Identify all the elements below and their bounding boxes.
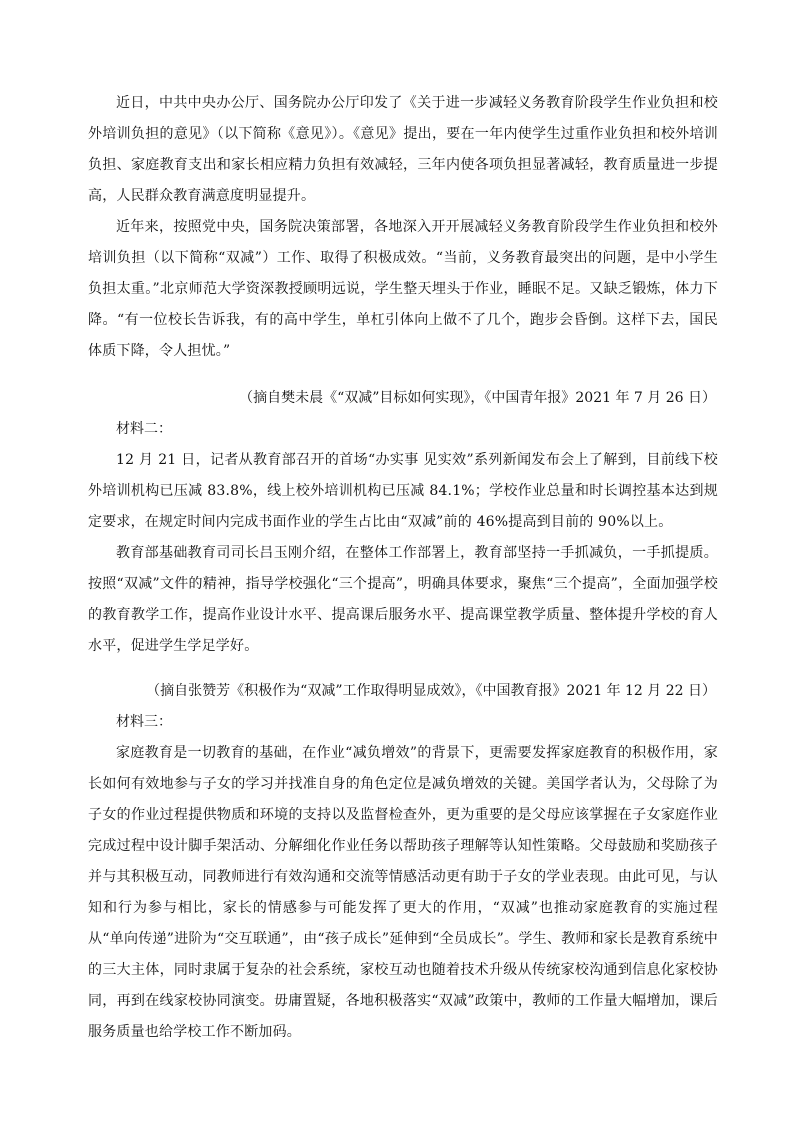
- material1-paragraph-2: 近年来，按照党中央，国务院决策部署，各地深入开开展减轻义务教育阶段学生作业负担和校外培训负担（以下简称“双减”）工作、取得了积极成效。“当前，义务教育最突出的问题，是中小学生负担太重。”北京师范大学资深教授顾明远说，学生整天埋头于作业，睡眠不足。又缺乏锻炼，体力下降。“有一位校长告诉我，有的高中学生，单杠引体向上做不了几个，跑步会昏倒。这样下去，国民体质下降，令人担忧。”: [88, 219, 718, 359]
- material1-paragraph-1: 近日，中共中央办公厅、国务院办公厅印发了《关于进一步减轻义务教育阶段学生作业负担和校外培训负担的意见》（以下简称《意见》）。《意见》提出，要在一年内使学生过重作业负担和校外培训负担、家庭教育支出和家长相应精力负担有效减轻，三年内使各项负担显著减轻，教育质量进一步提高，人民群众教育满意度明显提升。: [88, 95, 718, 204]
- material1-source: （摘自樊未晨《“双减”目标如何实现》，《中国青年报》2021 年 7 月 26 日）: [239, 390, 716, 406]
- material2-paragraph-2: 教育部基础教育司司长吕玉刚介绍，在整体工作部署上，教育部坚持一手抓减负，一手抓提质。按照“双减”文件的精神，指导学校强化“三个提高”，明确具体要求，聚焦“三个提高”，全面加强学校的教育教学工作，提高作业设计水平、提高课后服务水平、提高课堂教学质量、整体提升学校的育人水平，促进学生学足学好。: [88, 545, 718, 654]
- material2-paragraph-1: 12 月 21 日，记者从教育部召开的首场“办实事 见实效”系列新闻发布会上了解到，目前线下校外培训机构已压减 83.8%，线上校外培训机构已压减 84.1%；学校作业总量和时长调控基本达到规定要求，在规定时间内完成书面作业的学生占比由“双减”前的 46%提高到目前的 90%以上。: [88, 452, 718, 530]
- material3-paragraph-1: 家庭教育是一切教育的基础，在作业“减负增效”的背景下，更需要发挥家庭教育的积极作用，家长如何有效地参与子女的学习并找准自身的角色定位是减负增效的关键。美国学者认为，父母除了为子女的作业过程提供物质和环境的支持以及监督检查外，更为重要的是父母应该掌握在子女家庭作业完成过程中设计脚手架活动、分解细化作业任务以帮助孩子理解等认知性策略。父母鼓励和奖励孩子并与其积极互动，同教师进行有效沟通和交流等情感活动更有助于子女的学业表现。由此可见，与认知和行为参与相比，家长的情感参与可能发挥了更大的作用，“双减”也推动家庭教育的实施过程从“单向传递”进阶为“交互联通”，由“孩子成长”延伸到“全员成长”。学生、教师和家长是教育系统中的三大主体，同时隶属于复杂的社会系统，家校互动也随着技术升级从传统家校沟通到信息化家校协同，再到在线家校协同演变。毋庸置疑，各地积极落实“双减”政策中，教师的工作量大幅增加，课后服务质量也给学校工作不断加码。: [88, 745, 718, 1040]
- material3-label: 材料三：: [116, 714, 172, 730]
- document-page: [88, 88, 718, 1048]
- material2-label: 材料二：: [116, 421, 172, 437]
- material2-source: （摘自张赞芳《积极作为“双减”工作取得明显成效》，《中国教育报》2021 年 12 月 22 日）: [146, 683, 716, 699]
